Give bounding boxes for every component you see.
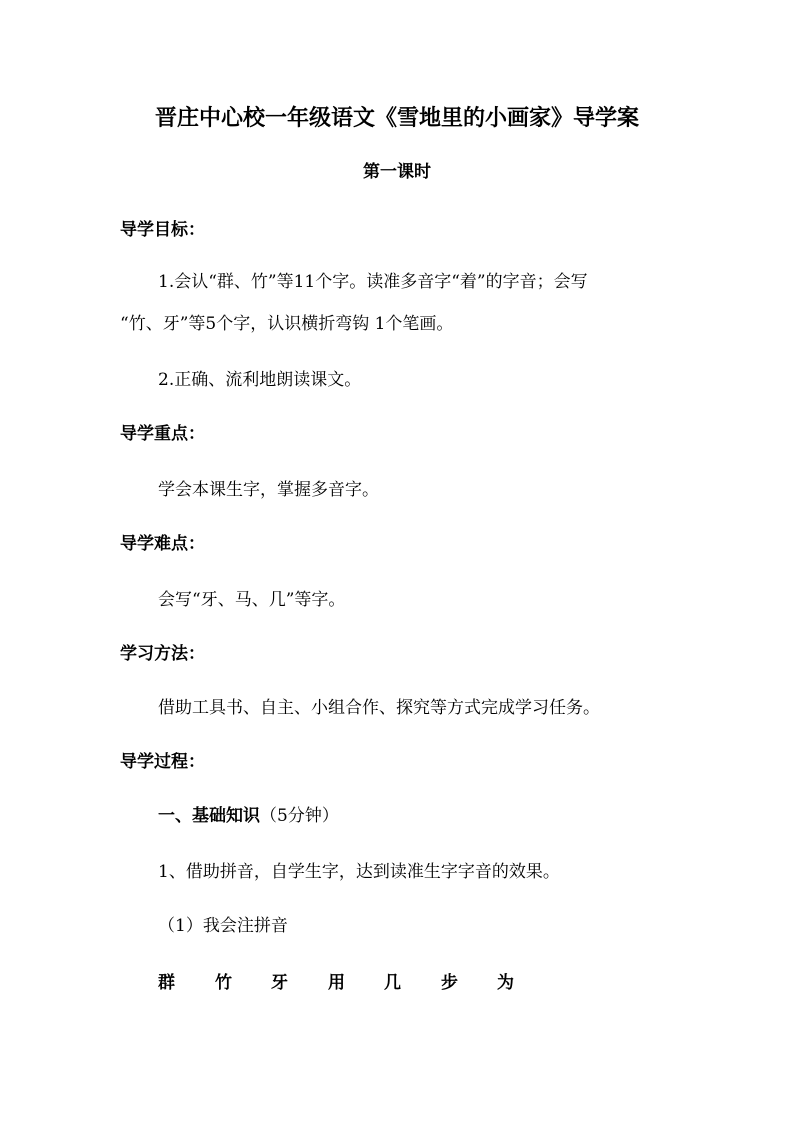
objectives-heading: 导学目标： — [120, 220, 205, 240]
character: 几 — [384, 973, 401, 993]
character: 牙 — [271, 973, 288, 993]
difficulties-text: 会写“牙、马、几”等字。 — [158, 590, 346, 610]
sub-step-1-text: （1）我会注拼音 — [158, 916, 288, 936]
methods-heading: 学习方法： — [120, 644, 205, 664]
section-1-time: （5分钟） — [260, 806, 339, 826]
character: 群 — [158, 973, 175, 993]
methods-text: 借助工具书、自主、小组合作、探究等方式完成学习任务。 — [158, 698, 600, 718]
key-points-heading: 导学重点： — [120, 424, 205, 444]
section-1-label: 一、基础知识 — [158, 806, 260, 826]
character: 步 — [441, 973, 458, 993]
objective-item-2: 2.正确、流利地朗读课文。 — [158, 370, 362, 390]
character: 为 — [497, 973, 514, 993]
character: 竹 — [215, 973, 232, 993]
section-1-title — [158, 806, 339, 826]
character: 用 — [328, 973, 345, 993]
key-points-text: 学会本课生字，掌握多音字。 — [158, 480, 379, 500]
objective-item-1-line-1: 1.会认“群、竹”等11个字。读准多音字“着”的字音；会写 — [158, 272, 588, 292]
lesson-subtitle: 第一课时 — [363, 162, 431, 182]
step-1-text: 1、借助拼音，自学生字，达到读准生字字音的效果。 — [158, 862, 560, 882]
process-heading: 导学过程： — [120, 752, 205, 772]
objective-item-1-line-2: “竹、牙”等5个字，认识横折弯钩 1个笔画。 — [120, 314, 454, 334]
difficulties-heading: 导学难点： — [120, 534, 205, 554]
document-title: 晋庄中心校一年级语文《雪地里的小画家》导学案 — [154, 105, 639, 131]
